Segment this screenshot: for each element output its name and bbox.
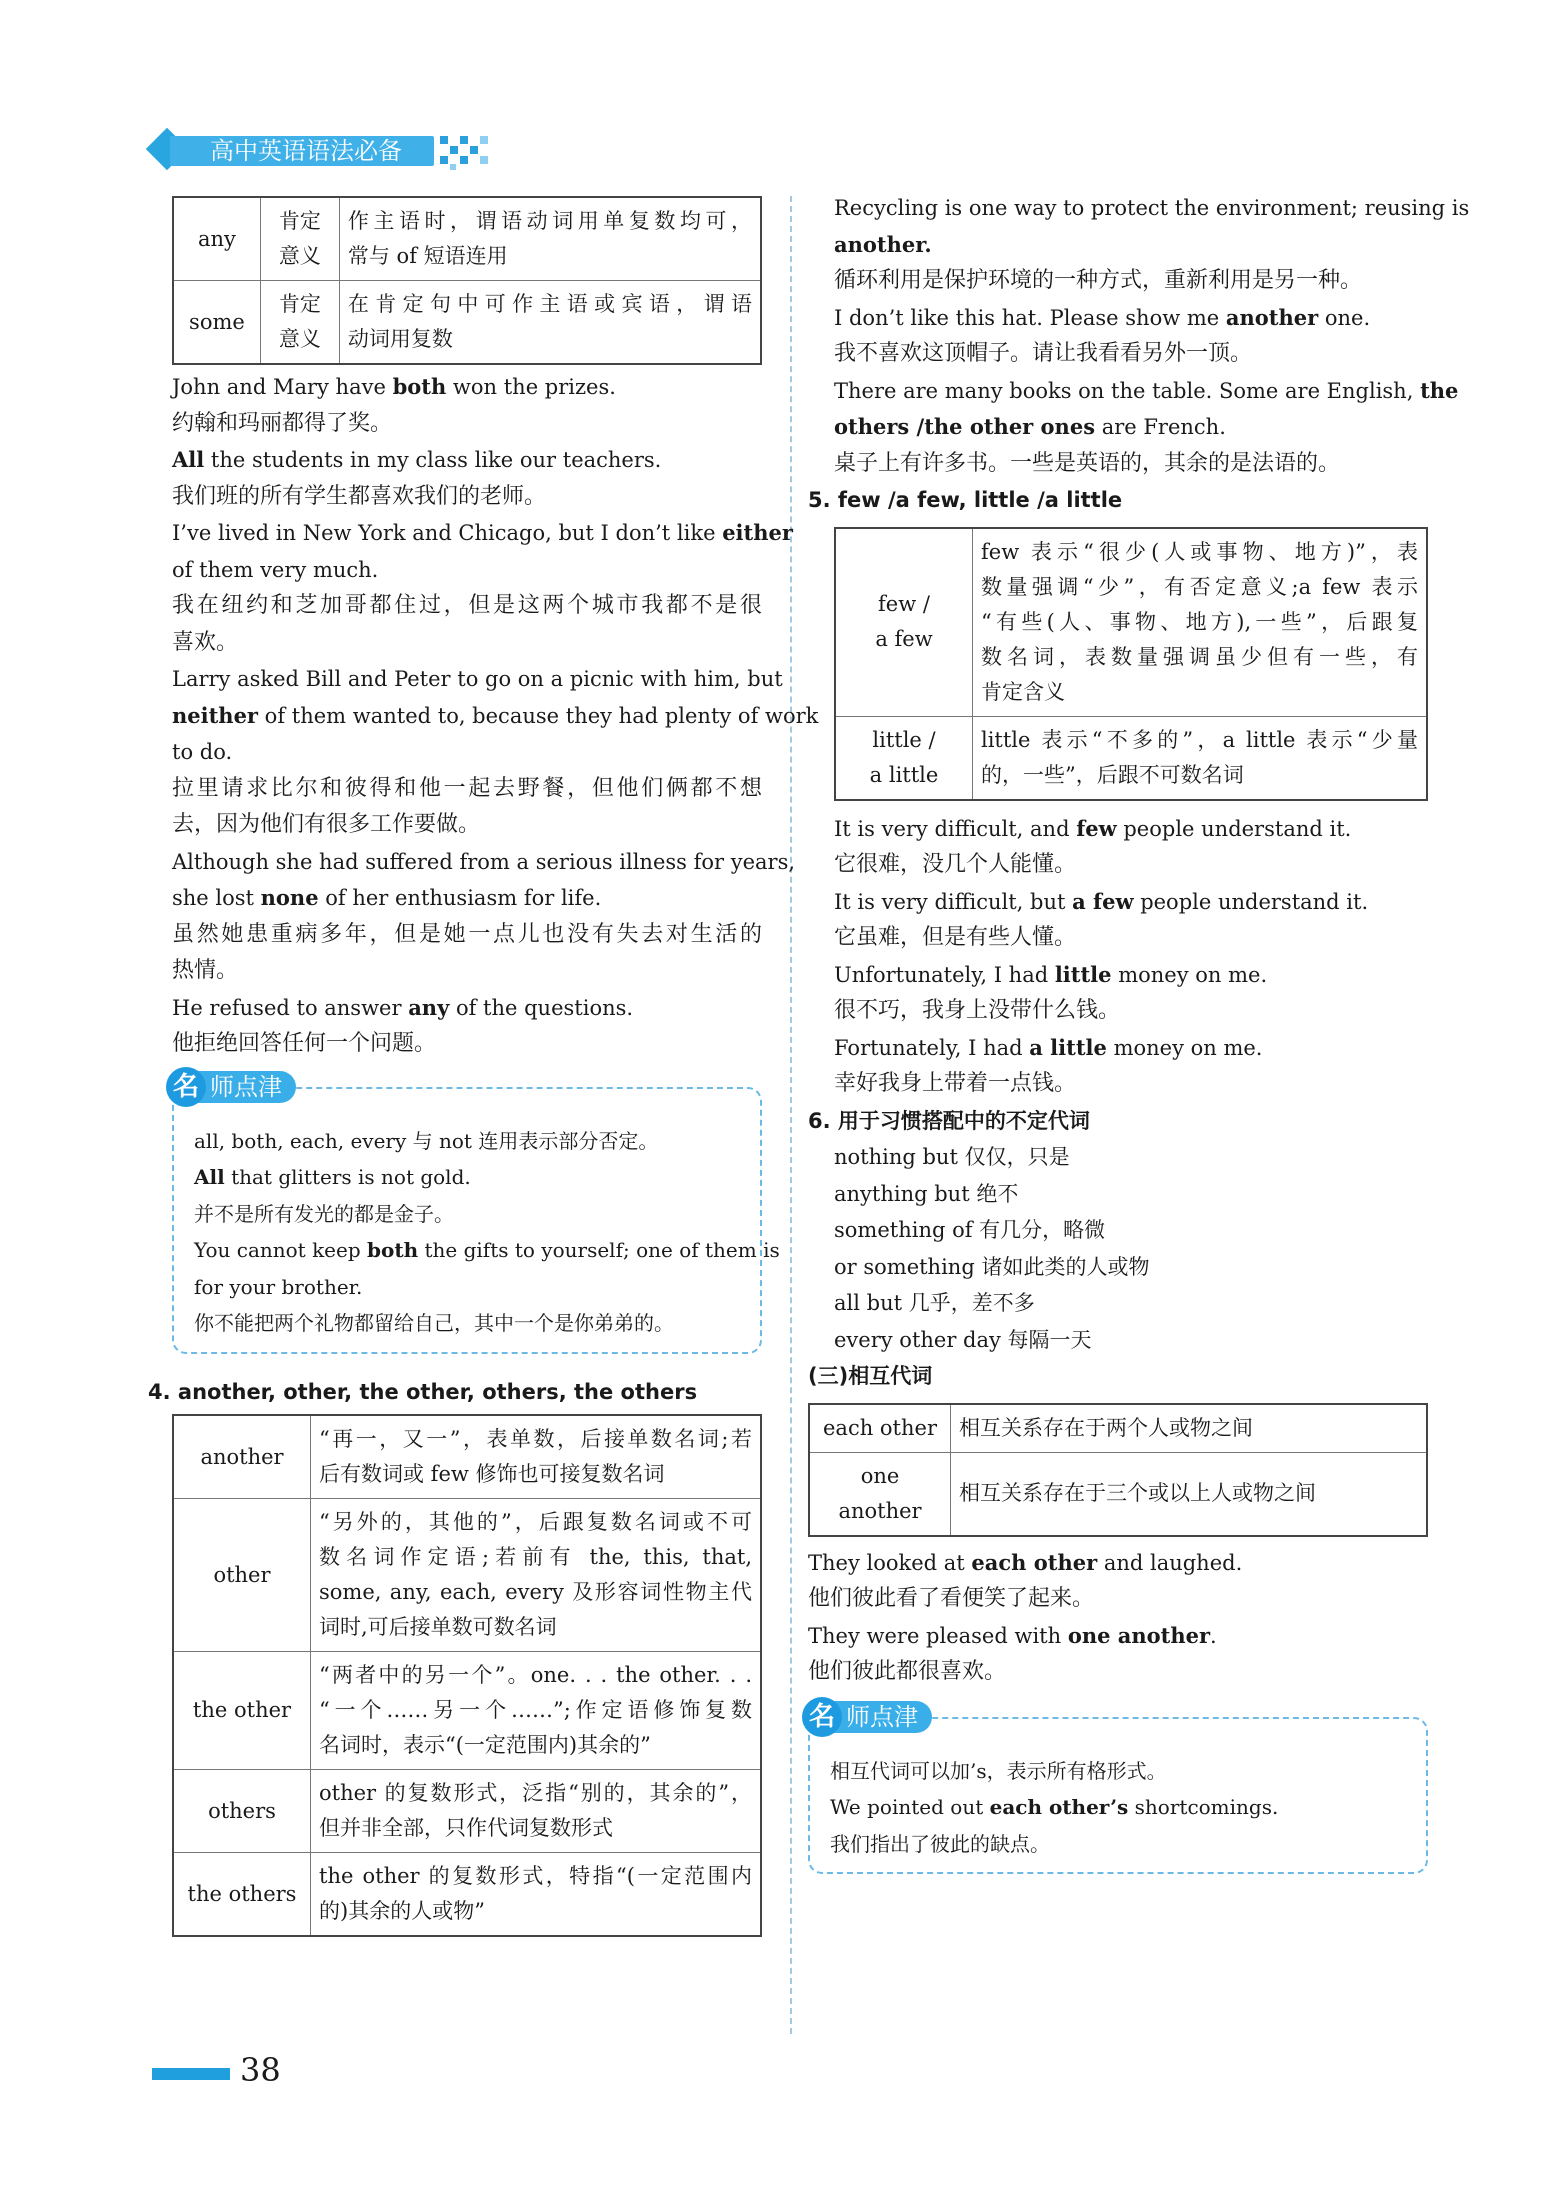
- tip-text: 我们指出了彼此的缺点。: [830, 1831, 1050, 1856]
- list-item: all but 几乎，差不多: [834, 1291, 1035, 1315]
- table-row: [173, 281, 761, 365]
- tip-text: You cannot keep both the gifts to yourself; one of them is: [194, 1238, 780, 1262]
- table-word: any: [173, 197, 260, 281]
- phrase-list: [808, 1139, 1428, 1358]
- table-row: [173, 1499, 761, 1652]
- tip-text: 相互代词可以加’s，表示所有格形式。: [830, 1758, 1167, 1783]
- example-en: Recycling is one way to protect the environment; reusing is: [834, 196, 1470, 220]
- table-desc: little 表示“不多的”，a little 表示“少量 的，一些”，后跟不可数名词: [973, 716, 1428, 800]
- table-row: [809, 1404, 1427, 1453]
- table-desc: 在肯定句中可作主语或宾语，谓语 动词用复数: [339, 281, 761, 365]
- tip-badge-icon: 名: [802, 1697, 842, 1737]
- example-en: of them very much.: [172, 557, 379, 582]
- table-word: little / a little: [835, 716, 973, 800]
- table-word: one another: [809, 1452, 951, 1536]
- example-zh: 它很难，没几个人能懂。: [834, 852, 1077, 877]
- example-en: I don’t like this hat. Please show me another one.: [834, 304, 1371, 330]
- pronoun-table-any-some: [172, 196, 762, 365]
- example-zh: 热情。: [172, 958, 239, 983]
- examples-block: [808, 811, 1428, 1103]
- example-zh: 虽然她患重病多年，但是她一点儿也没有失去对生活的: [172, 921, 762, 947]
- footer-bar: [152, 2068, 230, 2080]
- example-zh: 很不巧，我身上没带什么钱。: [834, 998, 1121, 1023]
- right-column: [808, 190, 1470, 1874]
- example-zh: 他们彼此都很喜欢。: [808, 1659, 1007, 1684]
- example-en: Although she had suffered from a serious illness for years,: [172, 849, 796, 874]
- example-en: to do.: [172, 740, 233, 764]
- pronoun-table-few-little: [834, 527, 1428, 801]
- example-zh: 我不喜欢这顶帽子。请让我看看另外一顶。: [834, 341, 1253, 366]
- example-zh: 我们班的所有学生都喜欢我们的老师。: [172, 483, 547, 509]
- section-heading: 5. few /a few, little /a little: [808, 488, 1123, 512]
- table-row: [173, 197, 761, 281]
- tip-label: 师点津: [196, 1071, 296, 1103]
- example-en: Fortunately, I had a little money on me.: [834, 1034, 1263, 1060]
- example-en: It is very difficult, but a few people understand it.: [834, 888, 1369, 914]
- list-item: nothing but 仅仅，只是: [834, 1145, 1070, 1169]
- example-zh: 循环利用是保护环境的一种方式，重新利用是另一种。: [834, 268, 1363, 293]
- example-en: He refused to answer any of the questions.: [172, 994, 634, 1020]
- examples-block: [808, 190, 1470, 482]
- section-heading: 4. another, other, the other, others, the others: [148, 1379, 698, 1404]
- tip-text: for your brother.: [194, 1274, 363, 1299]
- table-desc: 作主语时，谓语动词用单复数均可， 常与 of 短语连用: [339, 197, 761, 281]
- section-heading: (三)相互代词: [808, 1364, 933, 1388]
- column-divider: [790, 196, 792, 2034]
- example-en: It is very difficult, and few people understand it.: [834, 815, 1352, 841]
- table-row: [173, 1652, 761, 1770]
- tip-text: all, both, each, every 与 not 连用表示部分否定。: [194, 1128, 659, 1153]
- example-zh: 约翰和玛丽都得了奖。: [172, 410, 393, 436]
- table-meaning: 肯定 意义: [260, 281, 339, 365]
- example-zh: 幸好我身上带着一点钱。: [834, 1071, 1077, 1096]
- example-zh: 喜欢。: [172, 629, 239, 655]
- left-column: [148, 196, 819, 1937]
- example-en: All the students in my class like our teachers.: [172, 447, 662, 472]
- table-row: [173, 1853, 761, 1937]
- teacher-tip-box: [172, 1071, 780, 1354]
- example-zh: 桌子上有许多书。一些是英语的，其余的是法语的。: [834, 450, 1341, 476]
- table-desc: few 表示“很少(人或事物、地方)”，表 数量强调“少”，有否定意义;a few 表示 “有些(人、事物、地方),一些”，后跟复 数名词，表数量强调虽少但有一些，有 肯定含义: [973, 528, 1428, 717]
- teacher-tip-box: [808, 1701, 1428, 1875]
- example-zh: 我在纽约和芝加哥都住过，但是这两个城市我都不是很: [172, 593, 762, 618]
- example-zh: 他拒绝回答任何一个问题。: [172, 1031, 437, 1056]
- tip-text: 你不能把两个礼物都留给自己，其中一个是你弟弟的。: [194, 1311, 674, 1335]
- table-row: [835, 528, 1427, 717]
- example-en: I’ve lived in New York and Chicago, but I don’t like either: [172, 520, 793, 545]
- table-word: some: [173, 281, 260, 365]
- example-zh: 拉里请求比尔和彼得和他一起去野餐，但他们俩都不想: [172, 775, 762, 801]
- table-desc: other 的复数形式，泛指“别的，其余的”， 但并非全部，只作代词复数形式: [311, 1770, 762, 1853]
- book-title: 高中英语语法必备: [210, 137, 402, 165]
- table-word: others: [173, 1770, 311, 1853]
- header-banner: [152, 128, 492, 174]
- example-zh: 它虽难，但是有些人懂。: [834, 925, 1077, 950]
- section-heading: 6. 用于习惯搭配中的不定代词: [808, 1108, 1090, 1133]
- examples-block: [808, 1545, 1428, 1691]
- tip-label: 师点津: [832, 1701, 932, 1733]
- example-en: she lost none of her enthusiasm for life.: [172, 885, 602, 910]
- table-meaning: 肯定 意义: [260, 197, 339, 281]
- examples-block: [172, 369, 819, 1063]
- pixel-decoration-icon: [440, 132, 496, 170]
- page-number: 38: [240, 2051, 281, 2089]
- list-item: or something 诸如此类的人或物: [834, 1254, 1150, 1279]
- list-item: something of 有几分，略微: [834, 1218, 1106, 1242]
- table-word: the other: [173, 1652, 311, 1770]
- table-word: the others: [173, 1853, 311, 1937]
- list-item: every other day 每隔一天: [834, 1327, 1092, 1352]
- table-row: [173, 1415, 761, 1499]
- example-en: Larry asked Bill and Peter to go on a picnic with him, but: [172, 667, 783, 691]
- table-row: [835, 716, 1427, 800]
- example-en: neither of them wanted to, because they had plenty of work: [172, 702, 819, 728]
- example-zh: 去，因为他们有很多工作要做。: [172, 812, 481, 837]
- table-word: each other: [809, 1404, 951, 1453]
- example-en: They looked at each other and laughed.: [808, 1549, 1243, 1575]
- example-en: John and Mary have both won the prizes.: [172, 374, 616, 399]
- table-row: [809, 1452, 1427, 1536]
- example-en: Unfortunately, I had little money on me.: [834, 961, 1268, 987]
- example-en: They were pleased with one another.: [808, 1622, 1217, 1648]
- pronoun-table-other: [172, 1414, 762, 1937]
- table-row: [173, 1770, 761, 1853]
- example-en: others /the other ones are French.: [834, 414, 1226, 439]
- tip-text: All that glitters is not gold.: [194, 1165, 471, 1189]
- table-word: other: [173, 1499, 311, 1652]
- tip-badge-icon: 名: [166, 1067, 206, 1107]
- table-desc: 相互关系存在于三个或以上人或物之间: [951, 1452, 1428, 1536]
- table-word: another: [173, 1415, 311, 1499]
- tip-text: 并不是所有发光的都是金子。: [194, 1201, 454, 1226]
- example-en: another.: [834, 231, 932, 257]
- example-zh: 他们彼此看了看便笑了起来。: [808, 1586, 1095, 1611]
- table-desc: “另外的，其他的”，后跟复数名词或不可 数名词作定语;若前有 the, this, that, some, any, each, every 及形容词性物主代 词时,可后接单数可数名词: [311, 1499, 762, 1652]
- table-desc: “再一，又一”，表单数，后接单数名词;若 后有数词或 few 修饰也可接复数名词: [311, 1415, 762, 1499]
- table-desc: 相互关系存在于两个人或物之间: [951, 1404, 1428, 1453]
- table-desc: “两者中的另一个”。one. . . the other. . . “一个……另一个……”;作定语修饰复数 名词时，表示“(一定范围内)其余的”: [311, 1652, 762, 1770]
- list-item: anything but 绝不: [834, 1181, 1019, 1206]
- reciprocal-pronoun-table: [808, 1403, 1428, 1537]
- table-desc: the other 的复数形式，特指“(一定范围内 的)其余的人或物”: [311, 1853, 762, 1937]
- table-word: few / a few: [835, 528, 973, 717]
- tip-text: We pointed out each other’s shortcomings.: [830, 1795, 1279, 1819]
- example-en: There are many books on the table. Some are English, the: [834, 377, 1459, 403]
